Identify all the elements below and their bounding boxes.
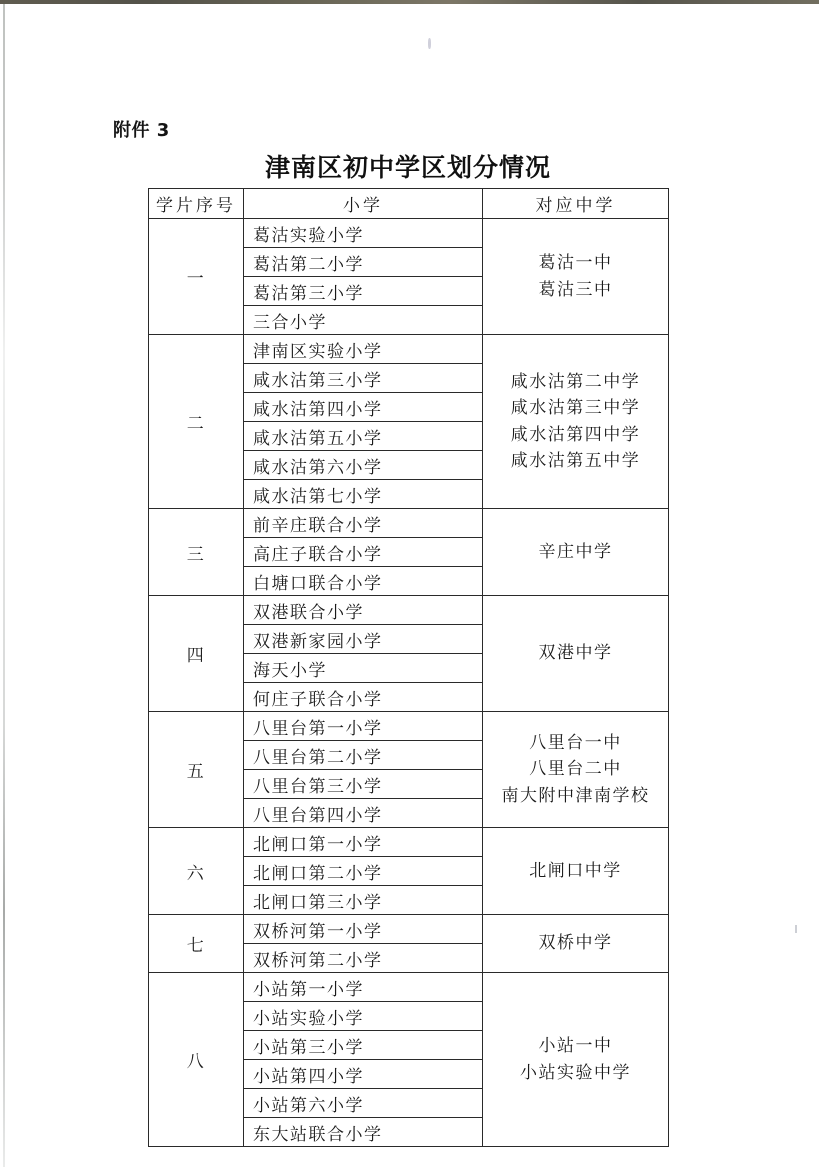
school-zoning-table [148,188,669,1147]
primary-school-cell: 八里台第四小学 [244,799,483,828]
primary-school-cell: 咸水沽第三小学 [244,364,483,393]
primary-school-cell: 咸水沽第四小学 [244,393,483,422]
primary-school-cell: 津南区实验小学 [244,335,483,364]
middle-school-cell [483,219,669,335]
primary-school-cell: 高庄子联合小学 [244,538,483,567]
primary-school-cell: 葛沽实验小学 [244,219,483,248]
primary-school-cell: 小站第一小学 [244,973,483,1002]
primary-school-cell: 东大站联合小学 [244,1118,483,1147]
middle-school-name: 咸水沽第五中学 [510,450,641,471]
zone-index-cell: 七 [149,915,244,973]
zone-index-cell: 五 [149,712,244,828]
middle-school-name: 咸水沽第二中学 [510,371,641,392]
primary-school-cell: 小站第四小学 [244,1060,483,1089]
middle-school-name: 八里台二中 [529,759,622,780]
middle-school-name: 双桥中学 [538,933,613,954]
page-title: 津南区初中学区划分情况 [264,153,551,182]
primary-school-cell: 咸水沽第六小学 [244,451,483,480]
primary-school-cell: 三合小学 [244,306,483,335]
primary-school-cell: 何庄子联合小学 [244,683,483,712]
zone-index-cell: 三 [149,509,244,596]
primary-school-cell: 双港联合小学 [244,596,483,625]
middle-school-name: 咸水沽第四中学 [510,424,641,445]
primary-school-cell: 双桥河第二小学 [244,944,483,973]
middle-school-name: 葛沽一中 [538,253,613,274]
primary-school-cell: 八里台第三小学 [244,770,483,799]
table-row [149,509,669,538]
zone-index-cell: 八 [149,973,244,1147]
primary-school-cell: 咸水沽第五小学 [244,422,483,451]
zone-index-cell: 二 [149,335,244,509]
table-row [149,828,669,857]
primary-school-cell: 八里台第二小学 [244,741,483,770]
primary-school-cell: 北闸口第二小学 [244,857,483,886]
table-header-row [149,189,669,219]
middle-school-name: 北闸口中学 [529,860,622,881]
column-header-primary: 小学 [244,189,483,219]
middle-school-cell [483,973,669,1147]
middle-school-cell [483,915,669,973]
zone-index-cell: 六 [149,828,244,915]
middle-school-name: 小站一中 [538,1036,613,1057]
primary-school-cell: 海天小学 [244,654,483,683]
zone-index-cell: 四 [149,596,244,712]
primary-school-cell: 双港新家园小学 [244,625,483,654]
primary-school-cell: 小站第六小学 [244,1089,483,1118]
table-row [149,335,669,364]
table-row [149,973,669,1002]
primary-school-cell: 葛沽第二小学 [244,248,483,277]
column-header-middle: 对应中学 [483,189,669,219]
middle-school-name: 双港中学 [538,643,613,664]
middle-school-cell [483,509,669,596]
middle-school-name: 八里台一中 [529,732,622,753]
middle-school-cell [483,712,669,828]
primary-school-cell: 北闸口第一小学 [244,828,483,857]
primary-school-cell: 葛沽第三小学 [244,277,483,306]
primary-school-cell: 八里台第一小学 [244,712,483,741]
primary-school-cell: 咸水沽第七小学 [244,480,483,509]
middle-school-cell [483,828,669,915]
middle-school-name: 辛庄中学 [538,541,613,562]
primary-school-cell: 双桥河第一小学 [244,915,483,944]
middle-school-name: 小站实验中学 [520,1062,631,1083]
middle-school-name: 咸水沽第三中学 [510,398,641,419]
primary-school-cell: 小站第三小学 [244,1031,483,1060]
column-header-index: 学片序号 [149,189,244,219]
table-row [149,915,669,944]
table-row [149,712,669,741]
primary-school-cell: 小站实验小学 [244,1002,483,1031]
zone-index-cell: 一 [149,219,244,335]
primary-school-cell: 北闸口第三小学 [244,886,483,915]
middle-school-cell [483,596,669,712]
table-row [149,596,669,625]
table-row [149,219,669,248]
primary-school-cell: 前辛庄联合小学 [244,509,483,538]
primary-school-cell: 白塘口联合小学 [244,567,483,596]
middle-school-name: 葛沽三中 [538,279,613,300]
middle-school-cell [483,335,669,509]
attachment-label: 附件 3 [113,120,170,141]
middle-school-name: 南大附中津南学校 [501,785,650,806]
